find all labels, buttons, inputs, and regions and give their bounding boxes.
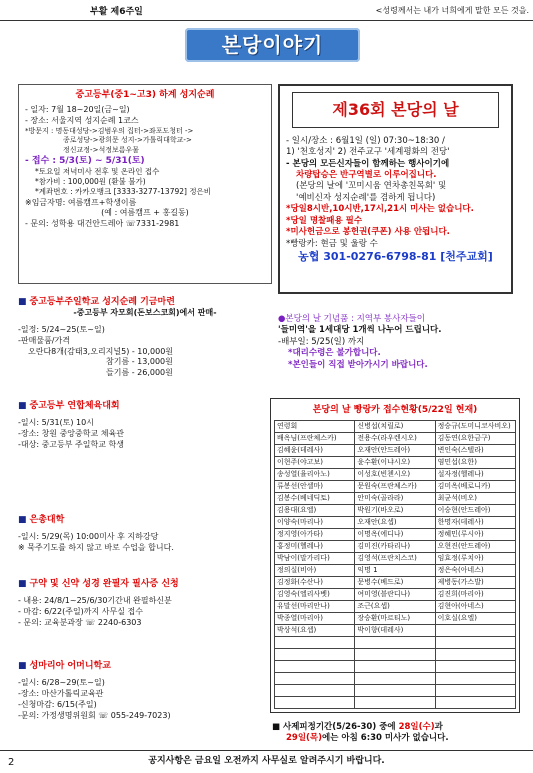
table-cell — [435, 673, 515, 685]
table-cell — [435, 649, 515, 661]
table-cell: 이명옥(에디나) — [355, 529, 435, 541]
table-cell: 류봉선(안셀마) — [275, 481, 355, 493]
table-cell: 박이향(데레사) — [355, 625, 435, 637]
table-cell: 정은숙(아네스) — [435, 565, 515, 577]
sports-line: -일시: 5/31(토) 10시 — [18, 418, 94, 428]
table-cell — [355, 649, 435, 661]
mothers-line: -일시: 6/28~29(토~일) — [18, 678, 105, 688]
sports-title: 중고등부 연합체육대회 — [29, 401, 120, 411]
bakery-subtitle: -중고등부 자모회(돈보스코회)에서 판매- — [73, 308, 217, 318]
table-row — [275, 565, 516, 577]
header-week: 부활 제6주일 — [90, 7, 143, 17]
bakery-line: -일정: 5/24~25(토~일) — [18, 324, 105, 334]
page-number: 2 — [8, 756, 15, 768]
mothers-line: -신청마감: 6/15(주일) — [18, 699, 97, 709]
anniversary-warning: *미사헌금으로 봉헌권(쿠폰) 사용 안됩니다. — [286, 227, 450, 238]
footer-notice: 공지사항은 금요일 오전까지 사무실로 알려주시기 바랍니다. — [148, 755, 385, 766]
table-row — [275, 469, 516, 481]
table-cell: 제병동(가스발) — [435, 577, 515, 589]
bakery-line: 참기름 - 13,000원 — [106, 357, 173, 367]
sports-line: -장소: 창원 중앙중학교 체육관 — [18, 428, 124, 438]
pilgrimage-line: *계좌번호 : 카카오뱅크 [3333-3277-13792] 정은비 — [35, 187, 212, 197]
anniversary-line: '예비신자 성지순례'를 겸하게 됩니다) — [296, 192, 436, 203]
pilgrimage-line: ※임금자명: 여름캠프+학생이름 — [25, 197, 137, 207]
table-cell — [435, 637, 515, 649]
table-row — [275, 661, 516, 673]
gift-section — [278, 314, 518, 371]
table-cell: 홍정미(헬레나) — [275, 541, 355, 553]
table-cell: 김정화(수산나) — [275, 577, 355, 589]
table-cell: 김봉수(베네딕토) — [275, 493, 355, 505]
table-cell — [435, 685, 515, 697]
mothers-line: -장소: 마산가톨릭교육관 — [18, 688, 104, 698]
table-cell: 이양숙(마리나) — [275, 517, 355, 529]
bible-line: - 내용: 24/8/1~25/6/30기간내 완필하신분 — [18, 596, 172, 606]
bakery-line: -판매물품/가격 — [18, 335, 70, 345]
table-row — [275, 625, 516, 637]
header-quote: <성령께서는 내가 너희에게 말한 모든 것을. — [375, 6, 529, 15]
elder-line: ※ 묵주기도를 하지 않고 바로 수업을 합니다. — [18, 542, 174, 552]
square-bullet-icon: ■ — [18, 661, 27, 671]
bakery-line: 들기름 - 26,000원 — [106, 368, 173, 378]
anniversary-line: 1) '천호성지' 2) 전주교구 '세계평화의 전당' — [286, 147, 450, 158]
elder-title: 은총대학 — [29, 515, 65, 525]
table-cell — [275, 661, 355, 673]
elder-section — [18, 514, 272, 554]
mothers-title: 성마리아 어머니학교 — [29, 661, 111, 671]
table-cell: 임효정(루치아) — [435, 553, 515, 565]
table-cell: 변인숙(스텔라) — [435, 445, 515, 457]
table-cell — [355, 661, 435, 673]
table-row — [275, 421, 516, 433]
table-row — [275, 673, 516, 685]
bakery-title: 중고등부주일학교 성지순례 기금마련 — [29, 297, 175, 307]
anniversary-account: 농협 301-0276-6798-81 [천주교회] — [298, 250, 493, 264]
table-cell: 장승환(마르티노) — [355, 613, 435, 625]
bakery-line: 오란다8개(감태3,오리지널5) - 10,000원 — [28, 346, 174, 356]
table-cell: 이호실(요엘) — [435, 613, 515, 625]
volunteer-box — [270, 398, 520, 713]
table-cell — [275, 697, 355, 709]
table-cell: 배옥님(프란체스카) — [275, 433, 355, 445]
mothers-line: -문의: 가정생명위원회 ☏ 055-249-7023) — [18, 710, 171, 720]
table-cell: 김동연(요한금구) — [435, 433, 515, 445]
table-cell: 정지영(아가타) — [275, 529, 355, 541]
retreat-day: 29일(목) — [286, 733, 323, 744]
pilgrimage-line: *참가비 : 100,000원 (환불 불가) — [35, 177, 146, 187]
table-cell: 박상석(요셉) — [275, 625, 355, 637]
anniversary-box — [278, 84, 513, 294]
table-cell: 김용대(요엘) — [275, 505, 355, 517]
gift-line: ●본당의 날 기념품 : 지역부 봉사자들이 — [278, 314, 425, 324]
retreat-text: 에는 아침 6:30 미사가 없습니다. — [322, 733, 449, 744]
table-cell: 김혜윤(데레사) — [275, 445, 355, 457]
pilgrimage-line: 종로성당->광희문 성지->가톨릭대학교-> — [63, 136, 192, 145]
table-cell: 김진희(마리아) — [435, 589, 515, 601]
anniversary-title-frame — [292, 92, 499, 128]
anniversary-warning: *당일8시반,10시반,17시,21시 미사는 없습니다. — [286, 204, 474, 215]
bakery-section — [18, 296, 272, 379]
table-cell: 오재안(요셉) — [355, 517, 435, 529]
table-cell: 연령회 — [275, 421, 355, 433]
anniversary-line: (본당의 날에 '꼬미시움 연차총친목회' 및 — [296, 181, 447, 192]
pilgrimage-title: 중고등부(중1~고3) 하계 성지순례 — [75, 90, 215, 100]
retreat-text: ■ 사제피정기간(5/26-30) 중에 — [272, 722, 399, 732]
bible-title: 구약 및 신약 성경 완필자 필사증 신청 — [29, 579, 179, 589]
pilgrimage-line: - 장소: 서울지역 성지순례 1코스 — [25, 115, 139, 125]
table-cell: 안미숙(골라라) — [355, 493, 435, 505]
table-cell: 여미영(블란디나) — [355, 589, 435, 601]
square-bullet-icon: ■ — [18, 297, 27, 307]
table-cell: 정승규(도미니코사비오) — [435, 421, 515, 433]
pilgrimage-line: (예 : 여름캠프 + 홍길동) — [101, 208, 189, 218]
table-row — [275, 613, 516, 625]
table-cell: 윤수환(이냐시오) — [355, 457, 435, 469]
table-row — [275, 589, 516, 601]
mothers-section — [18, 660, 272, 721]
table-row — [275, 577, 516, 589]
table-cell: 설자정(헬레나) — [435, 469, 515, 481]
table-cell: 박종열(마리아) — [275, 613, 355, 625]
table-row — [275, 433, 516, 445]
table-cell: 익명 1 — [355, 565, 435, 577]
table-cell: 김영숙(엘리사벳) — [275, 589, 355, 601]
table-cell — [435, 625, 515, 637]
page-banner: 본당이야기 — [185, 28, 360, 62]
anniversary-title: 제36회 본당의 날 — [332, 100, 459, 119]
header-divider — [0, 20, 533, 21]
anniversary-line: *빵랑카: 현금 및 울랑 수 — [286, 238, 378, 249]
table-cell: 김미옥(베로니카) — [435, 481, 515, 493]
table-cell — [355, 673, 435, 685]
table-cell: 정혜민(루시아) — [435, 529, 515, 541]
bible-section — [18, 578, 272, 629]
table-cell: 김미진(카타리나) — [355, 541, 435, 553]
table-cell: 박원기(바오로) — [355, 505, 435, 517]
volunteer-table — [274, 420, 516, 709]
bible-line: - 마감: 6/22(주일)까지 사무실 접수 — [18, 606, 143, 616]
table-row — [275, 541, 516, 553]
table-cell — [355, 685, 435, 697]
table-cell: 김영석(프란치스코) — [355, 553, 435, 565]
anniversary-note: 차량탑승은 반구역별로 이루어집니다. — [296, 170, 437, 180]
table-cell: 박남이(말가리다) — [275, 553, 355, 565]
sports-line: -대상: 중고등부 주일학교 학생 — [18, 439, 124, 449]
gift-line: *본인들이 직접 받아가시기 바랍니다. — [288, 359, 428, 370]
pilgrimage-line: 정신교정->석정보름우물 — [63, 145, 140, 154]
table-cell: 문원숙(프란체스카) — [355, 481, 435, 493]
anniversary-warning: *당일 명찰패용 필수 — [286, 215, 363, 226]
table-cell: 오현진(안드레아) — [435, 541, 515, 553]
table-cell — [275, 673, 355, 685]
gift-line: *대리수령은 불가합니다. — [288, 348, 381, 359]
volunteer-title: 본당의 날 빵랑카 접수현황(5/22일 현재) — [312, 405, 478, 415]
table-cell — [355, 637, 435, 649]
table-row — [275, 493, 516, 505]
table-row — [275, 697, 516, 709]
table-cell: 염민섭(요한) — [435, 457, 515, 469]
table-row — [275, 529, 516, 541]
table-row — [275, 649, 516, 661]
bible-line: - 문의: 교육분과장 ☏ 2240-6303 — [18, 617, 142, 627]
retreat-text: 과 — [434, 722, 443, 732]
table-cell: 김현아(아네스) — [435, 601, 515, 613]
table-row — [275, 481, 516, 493]
gift-line: '들미역'을 1세대당 1개씩 나누어 드립니다. — [278, 325, 442, 336]
table-cell: 조근(요셉) — [355, 601, 435, 613]
table-cell: 송성열(율리아노) — [275, 469, 355, 481]
gift-line: -배부일: 5/25(일) 까지 — [278, 336, 365, 347]
table-row — [275, 637, 516, 649]
pilgrimage-apply: - 접수 : 5/3(토) ~ 5/31(토) — [25, 156, 145, 167]
anniversary-note: - 본당의 모든신자들이 함께하는 행사이기에 — [286, 158, 450, 169]
table-row — [275, 685, 516, 697]
table-cell: 정의실(비아) — [275, 565, 355, 577]
pilgrimage-line: *방문지 : 명동대성당->김범우의 집터->좌포도청터 -> — [25, 126, 194, 135]
table-cell: 유말선(마리안나) — [275, 601, 355, 613]
table-cell — [435, 661, 515, 673]
table-row — [275, 445, 516, 457]
table-cell — [355, 697, 435, 709]
table-row — [275, 517, 516, 529]
table-cell: 이성호(빈첸시오) — [355, 469, 435, 481]
square-bullet-icon: ■ — [18, 401, 27, 411]
pilgrimage-line: - 문의: 성학용 대건안드레아 ☏7331-2981 — [25, 219, 180, 229]
retreat-day: 28일(수) — [398, 722, 435, 732]
sports-section — [18, 400, 272, 451]
pilgrimage-box — [18, 84, 272, 284]
table-row — [275, 457, 516, 469]
table-cell: 이승현(안드레아) — [435, 505, 515, 517]
table-cell — [275, 637, 355, 649]
table-cell: 오재안(안드레아) — [355, 445, 435, 457]
square-bullet-icon: ■ — [18, 515, 27, 525]
table-cell: 이현주(야고보) — [275, 457, 355, 469]
table-cell: 최균석(비오) — [435, 493, 515, 505]
square-bullet-icon: ■ — [18, 579, 27, 589]
table-row — [275, 601, 516, 613]
table-cell: 전용수(라우렌시오) — [355, 433, 435, 445]
footer-divider — [0, 750, 533, 751]
pilgrimage-line: - 일자: 7월 18~20일(금~일) — [25, 105, 130, 115]
table-cell: 한명자(데레사) — [435, 517, 515, 529]
table-cell — [275, 649, 355, 661]
elder-line: -일시: 5/29(목) 10:00미사 후 지하강당 — [18, 532, 159, 542]
table-cell: 신병섭(치릴로) — [355, 421, 435, 433]
pilgrimage-line: *토요일 저녁미사 전후 및 온라인 접수 — [35, 167, 160, 177]
table-row — [275, 553, 516, 565]
anniversary-line: - 일시/장소 : 6월1일 (일) 07:30~18:30 / — [286, 135, 445, 146]
table-cell — [275, 685, 355, 697]
table-cell — [435, 697, 515, 709]
table-row — [275, 505, 516, 517]
table-cell: 문병수(베드로) — [355, 577, 435, 589]
retreat-notice — [272, 722, 522, 745]
